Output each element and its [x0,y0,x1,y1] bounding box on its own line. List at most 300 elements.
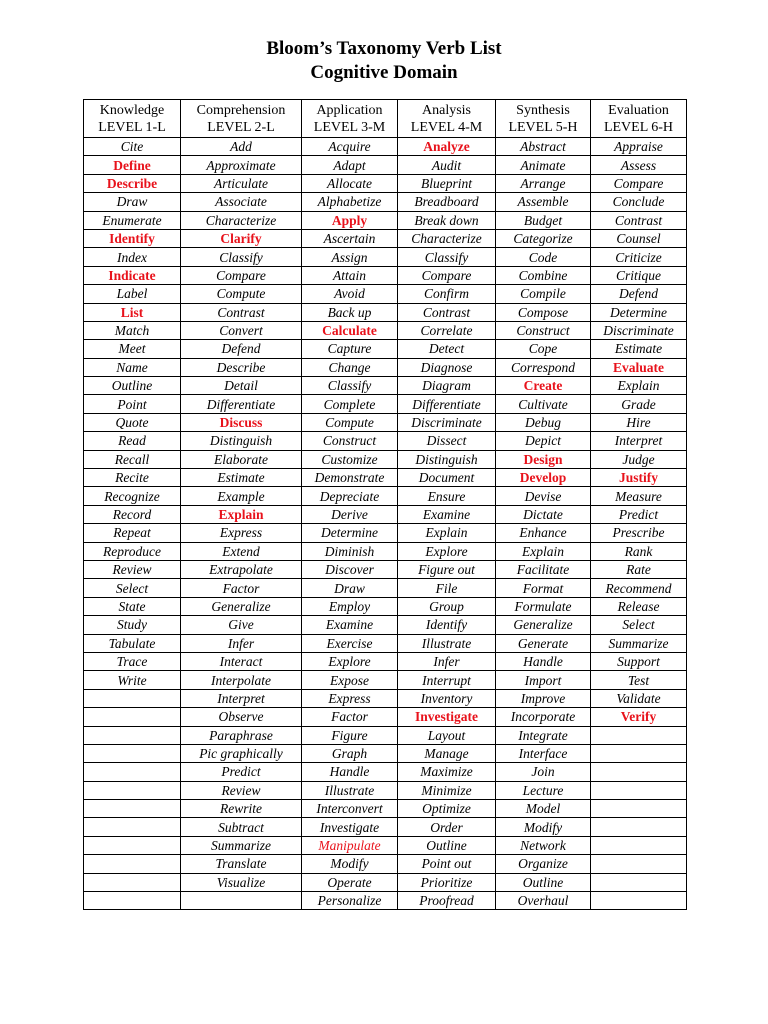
table-row [84,174,687,192]
verb-cell: Add [181,138,302,156]
verb-cell: Visualize [181,873,302,891]
verb-cell: Discover [302,560,398,578]
verb-cell: Support [591,652,687,670]
table-row [84,855,687,873]
verb-cell: Figure out [398,560,496,578]
column-header [591,100,687,138]
verb-cell: Explain [591,377,687,395]
verb-cell: Recite [84,469,181,487]
verb-cell: Extend [181,542,302,560]
table-row [84,781,687,799]
verb-cell: Examine [398,505,496,523]
verb-cell: Interrupt [398,671,496,689]
verb-cell [84,744,181,762]
verb-cell [591,726,687,744]
table-row [84,285,687,303]
verb-cell: Index [84,248,181,266]
table-row [84,652,687,670]
verb-cell: Summarize [591,634,687,652]
verb-cell: Contrast [591,211,687,229]
table-row [84,211,687,229]
verb-cell: Combine [496,266,591,284]
verb-cell: Indicate [84,266,181,284]
verb-cell: Compute [302,413,398,431]
verb-cell: Translate [181,855,302,873]
table-row [84,395,687,413]
table-row [84,524,687,542]
verb-cell: Rewrite [181,800,302,818]
table-row [84,321,687,339]
verb-cell: Debug [496,413,591,431]
verb-cell [591,763,687,781]
table-row [84,763,687,781]
verb-cell: Organize [496,855,591,873]
column-level: LEVEL 1-L [98,119,166,135]
verb-cell: Outline [398,836,496,854]
verb-cell: Proofread [398,892,496,910]
verb-cell: Confirm [398,285,496,303]
verb-cell: Predict [181,763,302,781]
verb-cell: Depict [496,432,591,450]
verb-cell: Select [84,579,181,597]
verb-cell: Integrate [496,726,591,744]
column-name: Knowledge [99,102,165,118]
verb-cell: Classify [181,248,302,266]
verb-cell: Maximize [398,763,496,781]
verb-cell: Contrast [398,303,496,321]
verb-cell: Examine [302,616,398,634]
verb-cell: Explain [496,542,591,560]
verb-cell: Analyze [398,138,496,156]
verb-cell: Trace [84,652,181,670]
verb-cell: Employ [302,597,398,615]
table-row [84,138,687,156]
verb-cell: Improve [496,689,591,707]
verb-cell: Rank [591,542,687,560]
document-subtitle: Cognitive Domain [310,62,458,83]
verb-cell: Quote [84,413,181,431]
verb-cell: Compile [496,285,591,303]
verb-cell: Interact [181,652,302,670]
table-row [84,818,687,836]
table-row [84,413,687,431]
verb-cell [84,818,181,836]
verb-cell: Measure [591,487,687,505]
verb-cell: Rate [591,560,687,578]
table-row [84,193,687,211]
verb-cell: Clarify [181,229,302,247]
verb-cell: Network [496,836,591,854]
verb-cell: Determine [591,303,687,321]
verb-cell: Hire [591,413,687,431]
verb-cell: Interpret [181,689,302,707]
verb-cell: Recognize [84,487,181,505]
table-row [84,873,687,891]
verb-cell: Compare [591,174,687,192]
verb-cell: Modify [496,818,591,836]
verb-cell: Investigate [398,708,496,726]
verb-cell [84,855,181,873]
table-row [84,579,687,597]
table-row [84,229,687,247]
verb-cell: Document [398,469,496,487]
verb-cell: Generalize [496,616,591,634]
verb-cell: Audit [398,156,496,174]
table-row [84,744,687,762]
verb-cell: Construct [302,432,398,450]
verb-cell: Identify [398,616,496,634]
verb-cell: Label [84,285,181,303]
verb-cell: Compose [496,303,591,321]
table-row [84,358,687,376]
verb-cell: Depreciate [302,487,398,505]
table-row [84,671,687,689]
verb-cell: Explain [398,524,496,542]
verb-cell: Code [496,248,591,266]
table-row [84,469,687,487]
table-row [84,597,687,615]
table-row [84,689,687,707]
verb-cell: Devise [496,487,591,505]
verb-cell [84,873,181,891]
verb-cell: Correspond [496,358,591,376]
verb-cell: Review [84,560,181,578]
verb-cell: Develop [496,469,591,487]
verb-cell [84,763,181,781]
table-row [84,340,687,358]
verb-cell: Personalize [302,892,398,910]
verb-cell: Avoid [302,285,398,303]
verb-cell: Classify [398,248,496,266]
verb-cell: Express [181,524,302,542]
verb-cell: Discriminate [398,413,496,431]
verb-cell: Express [302,689,398,707]
table-row [84,248,687,266]
verb-cell: Complete [302,395,398,413]
verb-cell: Repeat [84,524,181,542]
verb-cell: Model [496,800,591,818]
column-header [496,100,591,138]
verb-cell: Inventory [398,689,496,707]
verb-cell: Explore [302,652,398,670]
verb-cell: Pic graphically [181,744,302,762]
verb-cell: Convert [181,321,302,339]
column-name: Application [316,102,383,118]
verb-cell: Estimate [181,469,302,487]
verb-cell: Illustrate [302,781,398,799]
table-row [84,634,687,652]
column-header [302,100,398,138]
verb-cell: Describe [181,358,302,376]
verb-cell: Lecture [496,781,591,799]
verb-cell: Apply [302,211,398,229]
verb-cell: Cope [496,340,591,358]
verb-cell: Assemble [496,193,591,211]
verb-cell: Conclude [591,193,687,211]
verb-cell [591,744,687,762]
verb-cell: Facilitate [496,560,591,578]
verb-cell: Alphabetize [302,193,398,211]
verb-cell: Infer [398,652,496,670]
column-header [181,100,302,138]
verb-cell: Factor [302,708,398,726]
verb-cell: Articulate [181,174,302,192]
verb-cell: Demonstrate [302,469,398,487]
verb-cell: Interpolate [181,671,302,689]
verb-cell: Verify [591,708,687,726]
verb-cell: Allocate [302,174,398,192]
verb-cell: Customize [302,450,398,468]
verb-cell [84,726,181,744]
column-name: Comprehension [196,102,286,118]
verb-cell [181,892,302,910]
verb-cell: Subtract [181,818,302,836]
verb-cell: Graph [302,744,398,762]
verb-cell: Classify [302,377,398,395]
verb-cell: Point out [398,855,496,873]
verb-cell: Attain [302,266,398,284]
verb-cell: Explain [181,505,302,523]
verb-cell: Interface [496,744,591,762]
verb-cell: Extrapolate [181,560,302,578]
verb-cell: Justify [591,469,687,487]
verb-cell: Observe [181,708,302,726]
verb-cell: Diminish [302,542,398,560]
verb-cell: Order [398,818,496,836]
verb-cell: Summarize [181,836,302,854]
verb-cell: Overhaul [496,892,591,910]
verb-cell: Illustrate [398,634,496,652]
verb-cell: Example [181,487,302,505]
header-row [84,100,687,138]
verb-cell: Generate [496,634,591,652]
verb-cell: Format [496,579,591,597]
table-row [84,450,687,468]
verb-cell: Distinguish [398,450,496,468]
verb-cell [591,855,687,873]
verb-cell: File [398,579,496,597]
verb-cell: Defend [591,285,687,303]
verb-cell: Compute [181,285,302,303]
verb-cell: Derive [302,505,398,523]
verb-cell: Figure [302,726,398,744]
verb-cell: Construct [496,321,591,339]
verb-cell: Budget [496,211,591,229]
verb-cell: Optimize [398,800,496,818]
table-row [84,432,687,450]
verb-cell: Characterize [181,211,302,229]
verb-cell: Investigate [302,818,398,836]
verb-cell: Paraphrase [181,726,302,744]
verb-cell: Criticize [591,248,687,266]
verb-cell: Layout [398,726,496,744]
verb-cell: Give [181,616,302,634]
verb-cell: Explore [398,542,496,560]
verb-cell: Dictate [496,505,591,523]
verb-cell: Detect [398,340,496,358]
verb-cell: Grade [591,395,687,413]
table-row [84,560,687,578]
verb-cell: Ascertain [302,229,398,247]
verb-cell: Arrange [496,174,591,192]
verb-cell: Assess [591,156,687,174]
verb-cell: Read [84,432,181,450]
verb-cell: Approximate [181,156,302,174]
column-level: LEVEL 2-L [207,119,275,135]
verb-cell: Validate [591,689,687,707]
verb-cell [591,836,687,854]
verb-cell: Ensure [398,487,496,505]
verb-cell: Break down [398,211,496,229]
verb-cell: Differentiate [181,395,302,413]
table-row [84,156,687,174]
verb-cell: Study [84,616,181,634]
verb-cell: Predict [591,505,687,523]
verb-cell: Judge [591,450,687,468]
verb-cell: Recall [84,450,181,468]
verb-cell [84,689,181,707]
verb-cell: Back up [302,303,398,321]
column-name: Analysis [422,102,471,118]
table-body [84,138,687,910]
verb-cell: Select [591,616,687,634]
table-row [84,505,687,523]
column-level: LEVEL 5-H [508,119,578,135]
verb-cell: Adapt [302,156,398,174]
verb-cell: Calculate [302,321,398,339]
verb-cell: Distinguish [181,432,302,450]
verb-cell: Operate [302,873,398,891]
verb-cell: Release [591,597,687,615]
verb-cell: Estimate [591,340,687,358]
verb-cell: Assign [302,248,398,266]
verb-cell: List [84,303,181,321]
verb-cell: Animate [496,156,591,174]
verb-cell [84,781,181,799]
verb-cell: Create [496,377,591,395]
table-row [84,800,687,818]
table-row [84,542,687,560]
verb-cell: Critique [591,266,687,284]
verb-cell: Manage [398,744,496,762]
verb-cell: Breadboard [398,193,496,211]
verb-cell: Abstract [496,138,591,156]
verb-cell [591,873,687,891]
verb-cell: Compare [181,266,302,284]
verb-cell: Describe [84,174,181,192]
column-header [398,100,496,138]
verb-cell: Join [496,763,591,781]
verb-cell: Recommend [591,579,687,597]
verb-cell: Contrast [181,303,302,321]
verb-cell: Outline [496,873,591,891]
verb-cell: Identify [84,229,181,247]
verb-cell: Prescribe [591,524,687,542]
table-row [84,726,687,744]
column-header [84,100,181,138]
verb-cell: Minimize [398,781,496,799]
verb-cell: Infer [181,634,302,652]
verb-cell: Match [84,321,181,339]
verb-cell: Modify [302,855,398,873]
verb-cell: Factor [181,579,302,597]
verb-cell: State [84,597,181,615]
verb-cell: Exercise [302,634,398,652]
verb-cell: Design [496,450,591,468]
table-row [84,836,687,854]
verb-cell: Dissect [398,432,496,450]
table-row [84,892,687,910]
verb-cell: Differentiate [398,395,496,413]
verb-cell: Point [84,395,181,413]
verb-cell: Discuss [181,413,302,431]
verb-cell: Group [398,597,496,615]
verb-cell [84,892,181,910]
table-row [84,616,687,634]
verb-cell: Enhance [496,524,591,542]
verb-cell: Outline [84,377,181,395]
verb-cell: Expose [302,671,398,689]
verb-cell [84,800,181,818]
verb-cell: Characterize [398,229,496,247]
verb-cell: Evaluate [591,358,687,376]
verb-cell: Handle [496,652,591,670]
verb-cell: Associate [181,193,302,211]
verb-cell: Generalize [181,597,302,615]
verb-cell: Define [84,156,181,174]
verb-cell [84,708,181,726]
verb-cell: Diagnose [398,358,496,376]
verb-cell: Formulate [496,597,591,615]
verb-table [83,99,687,910]
verb-cell: Compare [398,266,496,284]
column-level: LEVEL 3-M [313,119,386,135]
verb-cell: Defend [181,340,302,358]
table-row [84,303,687,321]
verb-cell: Prioritize [398,873,496,891]
verb-cell: Enumerate [84,211,181,229]
verb-cell: Counsel [591,229,687,247]
verb-cell [84,836,181,854]
verb-cell: Meet [84,340,181,358]
verb-cell: Diagram [398,377,496,395]
verb-cell [591,892,687,910]
column-level: LEVEL 4-M [410,119,483,135]
verb-cell: Name [84,358,181,376]
verb-cell: Record [84,505,181,523]
verb-cell: Manipulate [302,836,398,854]
verb-cell: Determine [302,524,398,542]
verb-cell [591,781,687,799]
verb-cell: Elaborate [181,450,302,468]
verb-cell: Tabulate [84,634,181,652]
verb-cell: Import [496,671,591,689]
table-row [84,266,687,284]
verb-cell: Correlate [398,321,496,339]
verb-cell: Appraise [591,138,687,156]
verb-cell: Categorize [496,229,591,247]
table-row [84,708,687,726]
verb-cell: Incorporate [496,708,591,726]
document-title: Bloom’s Taxonomy Verb List [266,38,502,59]
verb-cell: Blueprint [398,174,496,192]
verb-cell: Cultivate [496,395,591,413]
verb-cell [591,800,687,818]
verb-cell: Capture [302,340,398,358]
verb-cell: Draw [302,579,398,597]
verb-cell: Cite [84,138,181,156]
verb-cell: Change [302,358,398,376]
